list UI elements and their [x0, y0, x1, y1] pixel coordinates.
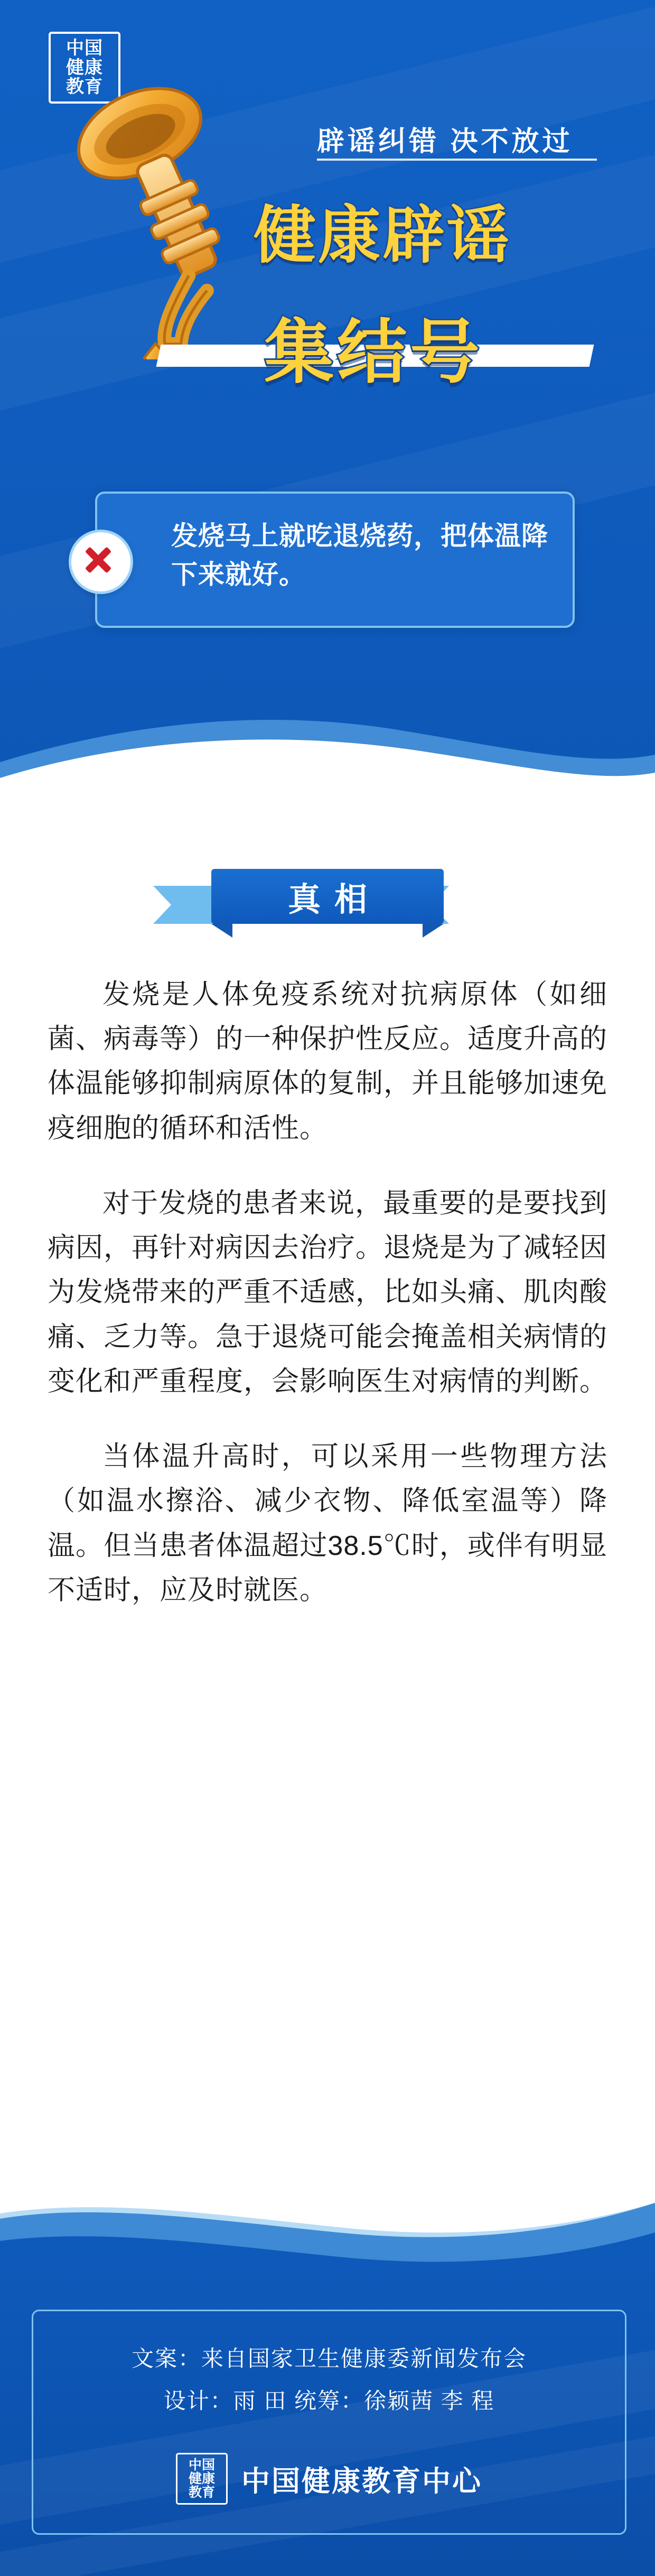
ribbon-fold-right	[423, 924, 444, 938]
poster-title-sub-wrap	[158, 296, 592, 396]
org-logo-line-2: 健康	[188, 2471, 215, 2486]
org-logo-line-3: 教育	[188, 2485, 215, 2500]
rumor-callout-box	[95, 492, 575, 628]
brand-logo-line-3: 教育	[66, 77, 103, 97]
body-paragraph: 对于发烧的患者来说，最重要的是要找到病因，再针对病因去治疗。退烧是为了减轻因为发烧带来的严重不适感，比如头痛、肌肉酸痛、乏力等。急于退烧可能会掩盖相关病情的变化和严重程度，会影响医生对病情的判断。	[48, 1188, 608, 1397]
brand-logo-line-1: 中国	[66, 38, 103, 58]
footer-section	[0, 2183, 655, 2576]
org-logo-line-1: 中国	[188, 2457, 215, 2472]
footer-credit-card	[32, 2310, 626, 2535]
body-paragraph: 发烧是人体免疫系统对抗病原体（如细菌、病毒等）的一种保护性反应。适度升高的体温能够抑制病原体的复制，并且能够加速免疫细胞的循环和活性。	[48, 979, 608, 1144]
org-name: 中国健康教育中心	[241, 2465, 482, 2497]
poster-title-sub: 集结号	[264, 313, 483, 391]
kicker-underline	[317, 159, 597, 161]
header-banner	[0, 0, 655, 798]
x-circle-icon	[69, 530, 133, 594]
ribbon-center	[211, 869, 444, 924]
footer-org-row	[33, 2453, 625, 2505]
truth-ribbon	[153, 861, 502, 941]
wave-divider-top	[0, 2183, 655, 2282]
ribbon-label: 真相	[287, 881, 381, 918]
content-section	[0, 798, 655, 2225]
truth-body	[48, 972, 607, 1643]
ribbon-fold-left	[211, 924, 232, 938]
credit-line-1: 文案：来自国家卫生健康委新闻发布会	[131, 2346, 527, 2371]
body-paragraph: 当体温升高时，可以采用一些物理方法（如温水擦浴、减少衣物、降低室温等）降温。但当患者体温超过38.5℃时，或伴有明显不适时，应及时就医。	[48, 1441, 607, 1606]
rumor-text: 发烧马上就吃退烧药，把体温降下来就好。	[171, 521, 548, 589]
credit-line-2: 设计：雨 田 统筹：徐颖茜 李 程	[163, 2388, 495, 2413]
kicker-text: 辟谣纠错 决不放过	[317, 126, 573, 157]
footer-credits	[33, 2338, 625, 2422]
poster-title-main: 健康辟谣	[254, 201, 512, 271]
org-logo-badge	[176, 2453, 228, 2505]
brand-logo-line-2: 健康	[66, 57, 103, 78]
wave-divider-bottom	[0, 688, 655, 798]
